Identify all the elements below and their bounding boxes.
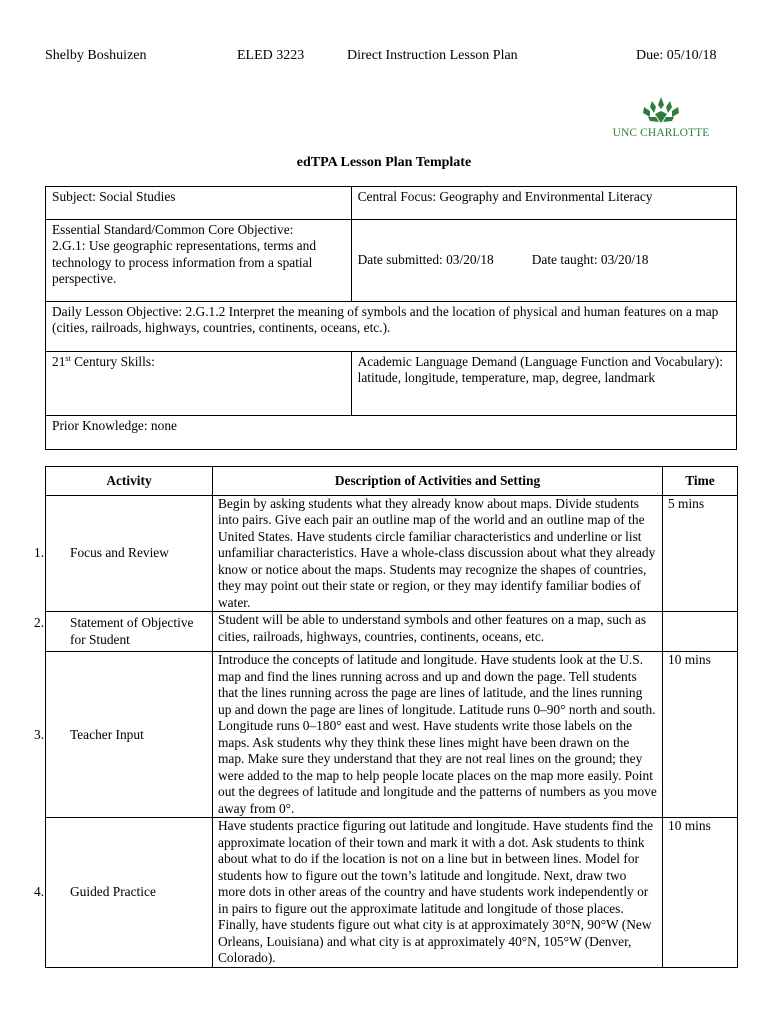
prior-knowledge-cell: Prior Knowledge: none [46,416,737,450]
info-row [46,220,737,302]
standard-cell [46,220,352,302]
dates-cell [351,220,736,302]
skills-num: 21 [52,354,66,369]
standard-label: Essential Standard/Common Core Objective: [52,222,294,237]
activity-row [46,612,738,652]
activity-description: Have students practice figuring out latitude and longitude. Have students find the approximate location of their town and mark it with a dot. Ask students to think about what to do if the location is not on a line but in between lines. Model for students how to figure out the town’s latitude and longitude. Next, draw two more dots in other areas of the country and have students work independently or in pairs to figure out the approximate latitude and longitude of those places. Finally, have students figure out what city is at approximately 30°N, 90°W (New Orleans, Louisiana) and what city is at approximately 40°N, 105°W (Denver, Colorado). [213,818,663,967]
activity-name-cell [34,496,213,612]
activity-header: Activity [46,467,213,496]
activity-name: Guided Practice [70,884,156,900]
activity-name: Teacher Input [70,726,144,742]
skills-rest: Century Skills: [70,354,155,369]
activity-time: 10 mins [663,818,738,967]
standard-text: 2.G.1: Use geographic representations, terms and technology to process information from a spatial perspective. [52,238,317,287]
academic-language-cell: Academic Language Demand (Language Function and Vocabulary): latitude, longitude, temperature, map, degree, landmark [351,352,736,416]
activity-number: 3. [34,726,45,742]
author-name: Shelby Boshuizen [45,48,147,63]
activity-number: 4. [34,884,45,900]
activity-number: 1. [34,545,45,561]
activity-description: Introduce the concepts of latitude and longitude. Have students look at the U.S. map and find the lines running across and up and down the page. Tell students that the lines running across the page are lines of latitude, and the lines running up and down the page are lines of longitude. Latitude runs 0–90° north and south. Longitude runs 0–180° east and west. Have students write those labels on the maps. Ask students why they think these lines might have been drawn on the map. Make sure they understand that they are not real lines on the ground; they were added to the map to help people locate places on the map more easily. Point out the degrees of latitude and longitude and the patterns of numbers as you move away from 0°. [213,652,663,818]
logo-text: UNC CHARLOTTE [612,127,710,139]
document-title: edTPA Lesson Plan Template [296,155,472,170]
activity-number: 2. [34,615,45,631]
central-focus-cell: Central Focus: Geography and Environmental Literacy [351,187,736,220]
info-row [46,416,737,450]
info-row [46,352,737,416]
activity-row [46,496,738,612]
info-row [46,302,737,352]
course-code: ELED 3223 [237,48,305,63]
activity-row [46,818,738,967]
date-taught: Date taught: 03/20/18 [531,252,649,268]
century-skills-cell [46,352,352,416]
activity-name: Focus and Review [70,545,169,561]
activities-table [34,466,738,968]
page-header [0,47,768,65]
activity-description: Begin by asking students what they already know about maps. Divide students into pairs. Give each pair an outline map of the world and an outline map of the United States. Have students circle familiar characteristics and underline or list unfamiliar characteristics. Have a whole-class discussion about what they already know or notice about the maps. Students may recognize the shapes of countries, they may point out their state or region, or they may identify familiar bodies of water. [213,496,663,612]
activity-name-cell [34,612,213,652]
activity-time: 10 mins [663,652,738,818]
activity-time [663,612,738,652]
subject-cell: Subject: Social Studies [46,187,352,220]
activities-header-row [46,467,738,496]
activity-row [46,652,738,818]
activity-time: 5 mins [663,496,738,612]
due-date: Due: 05/10/18 [636,48,717,63]
activity-description: Student will be able to understand symbols and other features on a map, such as cities, railroads, highways, countries, continents, oceans, etc. [213,612,663,652]
lesson-info-table [45,186,737,450]
unc-charlotte-logo [606,95,716,141]
time-header: Time [663,467,738,496]
daily-objective-cell: Daily Lesson Objective: 2.G.1.2 Interpret the meaning of symbols and the location of physical and human features on a map (cities, railroads, highways, countries, continents, oceans, etc.). [46,302,737,352]
info-row [46,187,737,220]
activity-name: Statement of Objective for Student [70,615,194,647]
activity-name-cell [34,818,213,967]
description-header: Description of Activities and Setting [213,467,663,496]
date-submitted: Date submitted: 03/20/18 [357,252,494,268]
activity-name-cell [34,652,213,818]
plan-type: Direct Instruction Lesson Plan [347,48,518,63]
crown-logo-icon [606,95,716,125]
skills-sup: st [65,354,71,363]
